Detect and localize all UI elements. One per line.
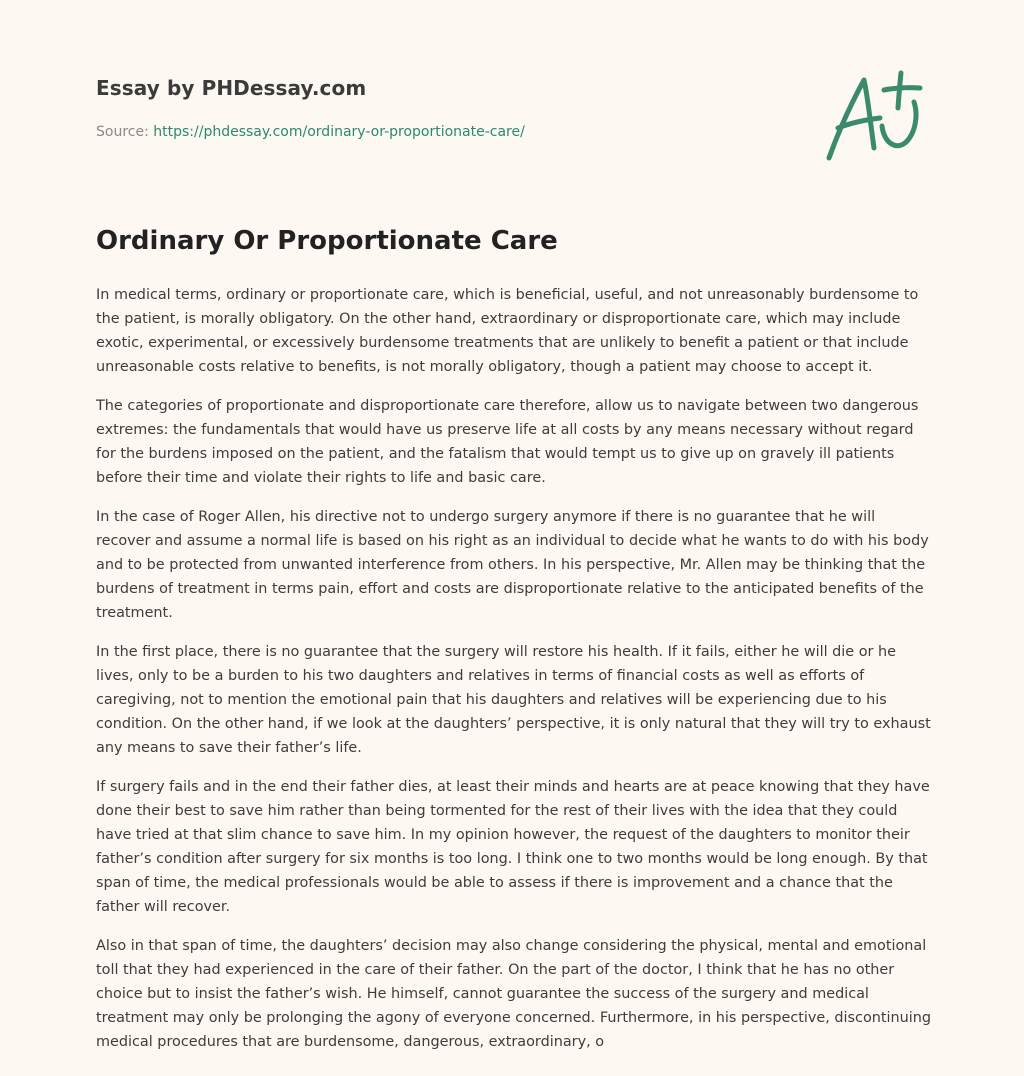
- source-label: Source:: [96, 124, 154, 140]
- essay-paragraph: If surgery fails and in the end their father dies, at least their minds and hearts are at peace knowing that they have done their best to save him rather than being tormented for the rest of their lives with the idea that they could have tried at that slim chance to save him. In my opinion however, the request of the daughters to monitor their father’s condition after surgery for six months is too long. I think one to two months would be long enough. By that span of time, the medical professionals would be able to assess if there is improvement and a chance that the father will recover.: [96, 779, 930, 915]
- source-link[interactable]: https://phdessay.com/ordinary-or-proportionate-care/: [153, 124, 525, 140]
- essay-paragraph: In the first place, there is no guarantee that the surgery will restore his health. If it fails, either he will die or he lives, only to be a burden to his two daughters and relatives in terms of financial costs as well as efforts of caregiving, not to mention the emotional pain that his daughters and relatives will be experiencing due to his condition. On the other hand, if we look at the daughters’ perspective, it is only natural that they will try to exhaust any means to save their father’s life.: [96, 644, 931, 756]
- source-line: [96, 124, 525, 140]
- essay-paragraph: The categories of proportionate and disproportionate care therefore, allow us to navigate between two dangerous extremes: the fundamentals that would have us preserve life at all costs by any means necessary without regard for the burdens imposed on the patient, and the fatalism that would tempt us to give up on gravely ill patients before their time and violate their rights to life and basic care.: [96, 398, 919, 486]
- essay-paragraph: In the case of Roger Allen, his directive not to undergo surgery anymore if there is no guarantee that he will recover and assume a normal life is based on his right as an individual to decide what he wants to do with his body and to be protected from unwanted interference from others. In his perspective, Mr. Allen may be thinking that the burdens of treatment in terms pain, effort and costs are disproportionate relative to the anticipated benefits of the treatment.: [96, 509, 929, 621]
- a-plus-logo-icon: [824, 68, 928, 166]
- essay-body: [96, 283, 932, 1069]
- essay-title: Ordinary Or Proportionate Care: [96, 226, 558, 256]
- site-brand-title: Essay by PHDessay.com: [96, 76, 367, 100]
- essay-paragraph: Also in that span of time, the daughters’ decision may also change considering the physical, mental and emotional toll that they had experienced in the care of their father. On the part of the doctor, I think that he has no other choice but to insist the father’s wish. He himself, cannot guarantee the success of the surgery and medical treatment may only be prolonging the agony of everyone concerned. Furthermore, in his perspective, discontinuing medical procedures that are burdensome, dangerous, extraordinary, o: [96, 938, 932, 1050]
- essay-paragraph: In medical terms, ordinary or proportionate care, which is beneficial, useful, and not unreasonably burdensome to the patient, is morally obligatory. On the other hand, extraordinary or disproportionate care, which may include exotic, experimental, or excessively burdensome treatments that are unlikely to benefit a patient or that include unreasonable costs relative to benefits, is not morally obligatory, though a patient may choose to accept it.: [96, 287, 919, 375]
